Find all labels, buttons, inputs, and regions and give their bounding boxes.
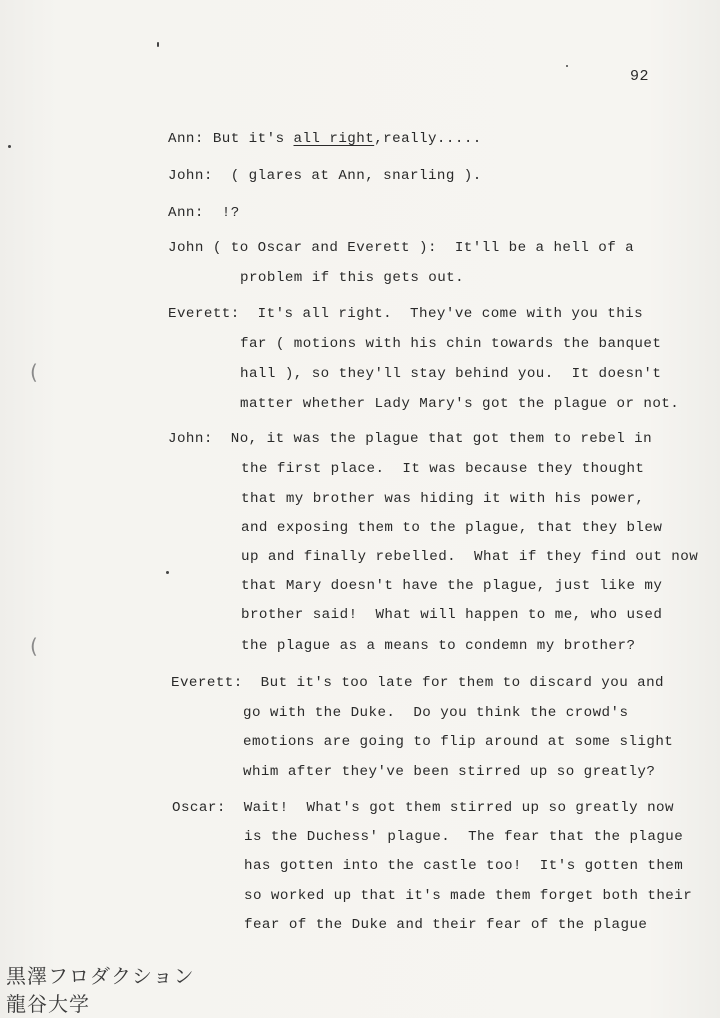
- line-john-1: John: ( glares at Ann, snarling ).: [168, 168, 482, 184]
- line-everett-2: Everett: But it's too late for them to discard you and: [171, 675, 665, 691]
- line-everett-2-cont: go with the Duke. Do you think the crowd's: [243, 705, 629, 721]
- paper-speck: [566, 65, 568, 67]
- line-john-3-cont: up and finally rebelled. What if they find out now: [241, 549, 699, 565]
- line-everett-1-cont: matter whether Lady Mary's got the plague or not.: [240, 396, 680, 412]
- binding-hole-mark: (: [30, 360, 38, 384]
- line-everett-2-cont: emotions are going to flip around at some slight: [243, 734, 674, 750]
- line-ann-1: [168, 131, 482, 147]
- watermark-production: 黒澤フロダクション: [6, 964, 195, 988]
- paper-speck: [166, 571, 169, 574]
- line-john-3: John: No, it was the plague that got them to rebel in: [168, 431, 653, 447]
- line-john-3-cont: that Mary doesn't have the plague, just like my: [241, 578, 663, 594]
- line-everett-2-cont: whim after they've been stirred up so greatly?: [243, 764, 656, 780]
- watermark-university: 龍谷大学: [6, 992, 90, 1016]
- line-oscar-1: Oscar: Wait! What's got them stirred up so greatly now: [172, 800, 674, 816]
- line-oscar-1-cont: so worked up that it's made them forget both their: [244, 888, 693, 904]
- line-john-3-cont: and exposing them to the plague, that they blew: [241, 520, 663, 536]
- line-oscar-1-cont: is the Duchess' plague. The fear that the plague: [244, 829, 684, 845]
- line-everett-1-cont: hall ), so they'll stay behind you. It doesn't: [240, 366, 662, 382]
- underlined-text: all right: [293, 131, 375, 147]
- line-everett-1-cont: far ( motions with his chin towards the banquet: [240, 336, 662, 352]
- line-text: Ann: But it's: [168, 131, 294, 147]
- line-john-3-cont: that my brother was hiding it with his power,: [241, 491, 645, 507]
- paper-speck: [157, 42, 159, 47]
- line-john-2: John ( to Oscar and Everett ): It'll be a hell of a: [168, 240, 635, 256]
- line-john-3-cont: the plague as a means to condemn my brother?: [241, 638, 636, 654]
- page-number: 92: [630, 68, 650, 85]
- line-ann-2: Ann: !?: [168, 205, 240, 221]
- line-oscar-1-cont: fear of the Duke and their fear of the plague: [244, 917, 648, 933]
- line-oscar-1-cont: has gotten into the castle too! It's gotten them: [244, 858, 684, 874]
- line-john-3-cont: the first place. It was because they thought: [241, 461, 645, 477]
- paper-speck: [8, 145, 11, 148]
- line-text: ,really.....: [374, 131, 482, 147]
- line-john-2-cont: problem if this gets out.: [240, 270, 465, 286]
- line-john-3-cont: brother said! What will happen to me, who used: [241, 607, 663, 623]
- binding-hole-mark: (: [30, 634, 38, 658]
- line-everett-1: Everett: It's all right. They've come with you this: [168, 306, 644, 322]
